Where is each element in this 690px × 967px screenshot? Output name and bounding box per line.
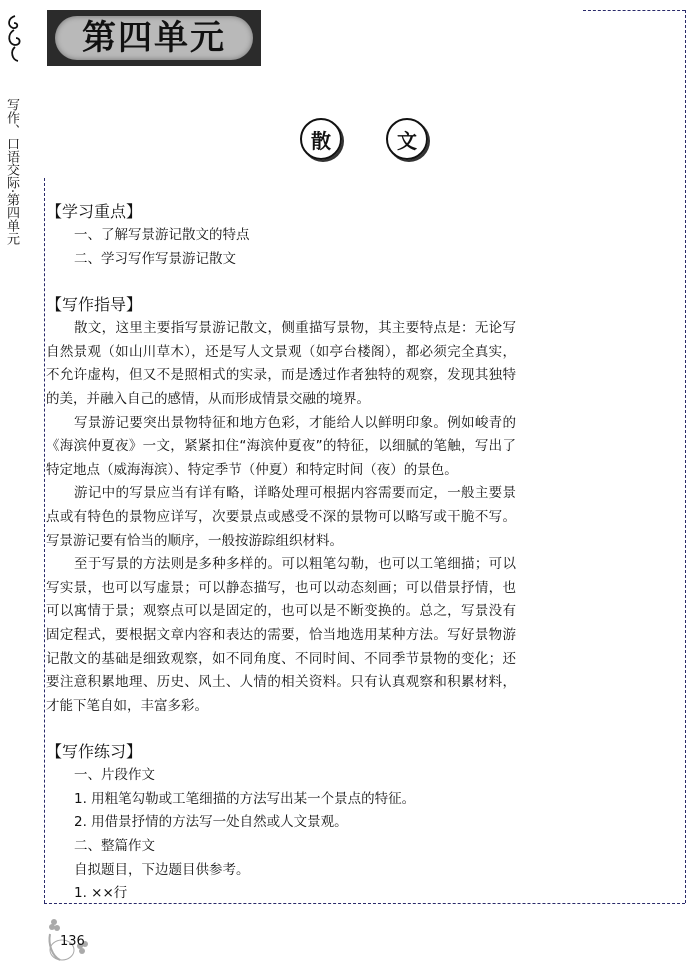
focus-item: 二、学习写作写景游记散文 [74, 250, 236, 267]
section-heading-focus: 【学习重点】 [46, 202, 143, 221]
page-content [46, 200, 516, 906]
section-heading-practice: 【写作练习】 [46, 742, 143, 762]
unit-title: 第四单元 [82, 18, 226, 58]
practice-item: 1. 用粗笔勾勒或工笔细描的方法写出某一个景点的特征。 [74, 790, 416, 807]
unit-banner-pill [55, 16, 253, 60]
guide-paragraph: 写景游记要突出景物特征和地方色彩，才能给人以鲜明印象。例如峻青的《海滨仲夏夜》一文，紧紧扣住“海滨仲夏夜”的特征，以细腻的笔触，写出了特定地点（威海海滨）、特定季节（仲夏）和特定时间（夜）的景色。 [46, 414, 516, 478]
chapter-title-char: 散 [300, 118, 342, 160]
practice-item: 2. 用借景抒情的方法写一处自然或人文景观。 [74, 814, 348, 831]
guide-paragraph: 散文，这里主要指写景游记散文，侧重描写景物，其主要特点是：无论写自然景观（如山川草木），还是写人文景观（如亭台楼阁），都必须完全真实，不允许虚构，但又不是照相式的实录，而是透过作者独特的观察，发现其独特的美，并融入自己的感情，从而形成情景交融的境界。 [46, 320, 516, 407]
guide-paragraph: 游记中的写景应当有详有略，详略处理可根据内容需要而定，一般主要景点或有特色的景物应详写，次要景点或感受不深的景物可以略写或干脆不写。写景游记要有恰当的顺序，一般按游踪组织材料。 [46, 485, 516, 549]
frame-border-left [44, 178, 45, 903]
focus-item: 一、了解写景游记散文的特点 [74, 227, 250, 243]
chapter-title [300, 118, 428, 160]
chapter-title-char: 文 [386, 118, 428, 160]
guide-paragraph: 至于写景的方法则是多种多样的。可以粗笔勾勒，也可以工笔细描；可以写实景，也可以写虚景；可以静态描写，也可以动态刻画；可以借景抒情，也可以寓情于景；观察点可以是固定的，也可以是不断变换的。总之，写景没有固定程式，要根据文章内容和表达的需要，恰当地选用某种方法。写好景物游记散文的基础是细致观察，如不同角度、不同时间、不同季节景物的变化；还要注意积累地理、历史、风土、人情的相关资料。只有认真观察和积累材料，才能下笔自如，丰富多彩。 [46, 556, 516, 714]
practice-item: 一、片段作文 [74, 767, 155, 784]
practice-item: 二、整篇作文 [74, 838, 155, 855]
side-running-header: 写作、口语交际·第四单元 [4, 98, 19, 246]
practice-item: 自拟题目，下边题目供参考。 [74, 861, 250, 878]
page-footer [46, 918, 96, 962]
frame-border-right [685, 10, 686, 903]
section-heading-guide: 【写作指导】 [46, 295, 143, 315]
floral-ornament-icon [4, 14, 26, 64]
page-number: 136 [60, 934, 85, 949]
frame-border-top [583, 10, 685, 11]
practice-item: 1. ××行 [74, 885, 128, 902]
unit-banner [47, 10, 261, 66]
